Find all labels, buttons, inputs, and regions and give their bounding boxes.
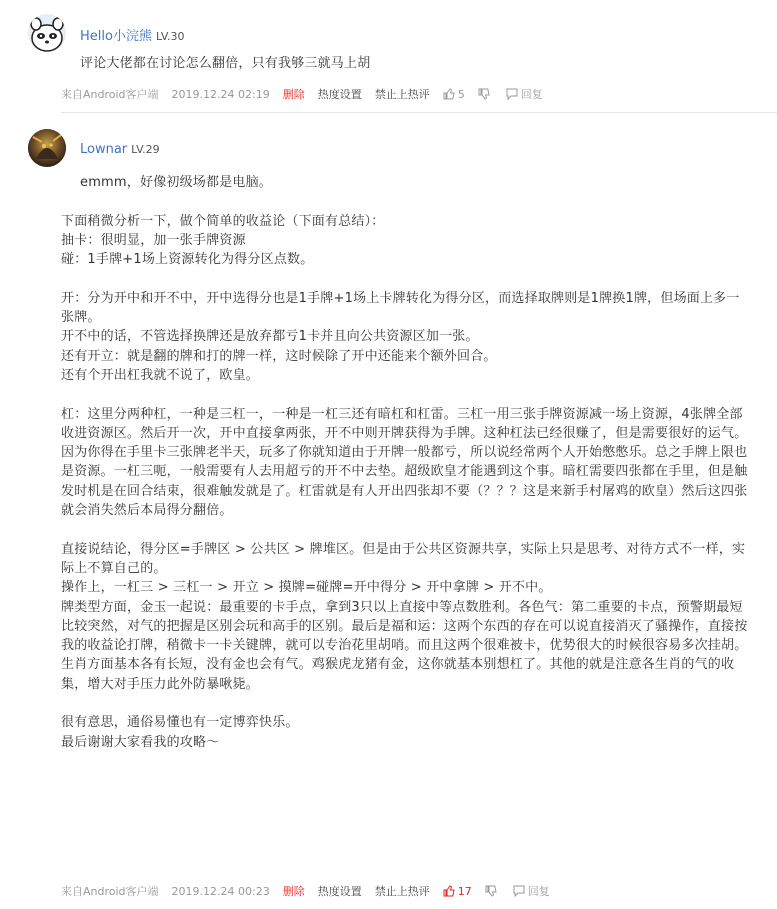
- user-level-badge: LV.29: [131, 143, 160, 156]
- dislike-button[interactable]: [485, 885, 500, 897]
- comment-time: 2019.12.24 02:19: [171, 87, 270, 101]
- comment-item: [0, 113, 777, 909]
- delete-button[interactable]: 删除: [282, 88, 305, 101]
- hot-setting-button[interactable]: 热度设置: [317, 88, 362, 101]
- comment-source: 来自Android客户端: [61, 88, 159, 101]
- comment-text: emmm，好像初级场都是电脑。 下面稍微分析一下，做个简单的收益论（下面有总结）： 抽卡：很明显，加一张手牌资源 碰：1手牌+1场上资源转化为得分区点数。 开：分为开中和开不中，开中选得分也是1手牌+1场上卡牌转化为得分区，而选择取牌则是1牌换1牌，但场面上多一张牌。 开不中的话，不管选择换牌还是放弃都亏1卡并且向公共资源区加一张。 还有开立：就是翻的牌和打的牌一样，这时候除了开中还能来个额外回合。 还有个开出杠我就不说了，欧皇。 杠：这里分两种杠，一种是三杠一，一种是一杠三还有暗杠和杠雷。三杠一用三张手牌资源减一场上资源，4张牌全部收进资源区。然后开一次，开中直接拿两张，开不中则开牌获得为手牌。这种杠法已经很赚了，但是需要很好的运气。因为你得在手里卡三张牌老半天，玩多了你就知道由于开牌一般都亏，所以说经常两个人开始憋憋乐。总之手牌上限也是资源。一杠三呃，一般需要有人去用超亏的开不中去垫。超级欧皇才能遇到这个事。暗杠需要四张都在手里，但是触发时机是在回合结束，很难触发就是了。杠雷就是有人开出四张却不要（？？？这是来新手村屠鸡的欧皇）然后这四张就会消失然后本局得分翻倍。 直接说结论，得分区=手牌区 > 公共区 > 牌堆区。但是由于公共区资源共享，实际上只是思考、对待方式不一样，实际上不算自己的。 操作上，一杠三 > 三杠一 > 开立 > 摸牌=碰牌=开中得分 > 开中拿牌 > 开不中。 牌类型方面，金玉一起说：最重要的卡手点，拿到3只以上直接中等点数胜利。各色气：第二重要的卡点，预警期最短比较突然，对气的把握是区别会玩和高手的区别。最后是福和运：这两个东西的存在可以说直接消灭了骚操作，直接按我的收益论打牌，稍微卡一卡关键牌，就可以专治花里胡哨。而且这两个很难被卡，优势很大的时候很容易多次挂胡。 生肖方面基本各有长短，没有金也会有气。鸡猴虎龙猪有金，这你就基本别想杠了。其他的就是注意各生肖的气的收集，增大对手压力此外防暴啾毙。 很有意思，通俗易懂也有一定博弈快乐。 最后谢谢大家看我的攻略～: [61, 175, 748, 750]
- like-button[interactable]: [443, 885, 472, 898]
- user-info: [80, 25, 184, 44]
- delete-button[interactable]: 删除: [282, 885, 305, 898]
- comment-source: 来自Android客户端: [61, 885, 159, 898]
- thumbs-down-icon: [485, 885, 497, 897]
- dislike-button[interactable]: [478, 88, 493, 100]
- raccoon-avatar-icon: [28, 14, 66, 52]
- hot-setting-button[interactable]: 热度设置: [317, 885, 362, 898]
- comment-meta-bar: [61, 86, 556, 102]
- like-count: 17: [457, 884, 472, 898]
- comment-time: 2019.12.24 00:23: [171, 884, 270, 898]
- reply-icon: [513, 885, 525, 897]
- ban-hot-button[interactable]: 禁止上热评: [374, 885, 430, 898]
- reply-button[interactable]: [513, 883, 550, 899]
- like-button[interactable]: [443, 88, 465, 101]
- avatar[interactable]: [28, 129, 66, 167]
- user-level-badge: LV.30: [155, 30, 185, 43]
- warrior-avatar-icon: [28, 129, 66, 167]
- user-info: [80, 142, 160, 157]
- username-link[interactable]: Hello小浣熊: [80, 29, 152, 44]
- comment-text: 评论大佬都在讨论怎么翻倍，只有我够三就马上胡: [80, 56, 371, 71]
- reply-icon: [506, 88, 518, 100]
- comment-meta-bar: [61, 883, 563, 899]
- like-count: 5: [457, 87, 465, 101]
- username-link[interactable]: Lownar: [80, 142, 128, 157]
- ban-hot-button[interactable]: 禁止上热评: [374, 88, 430, 101]
- comment-item: [0, 0, 777, 112]
- thumbs-down-icon: [478, 88, 490, 100]
- reply-label: 回复: [520, 88, 543, 101]
- reply-label: 回复: [527, 885, 550, 898]
- reply-button[interactable]: [506, 86, 543, 102]
- thumbs-up-icon: [443, 88, 455, 100]
- thumbs-up-icon: [443, 885, 455, 897]
- avatar[interactable]: [28, 14, 66, 52]
